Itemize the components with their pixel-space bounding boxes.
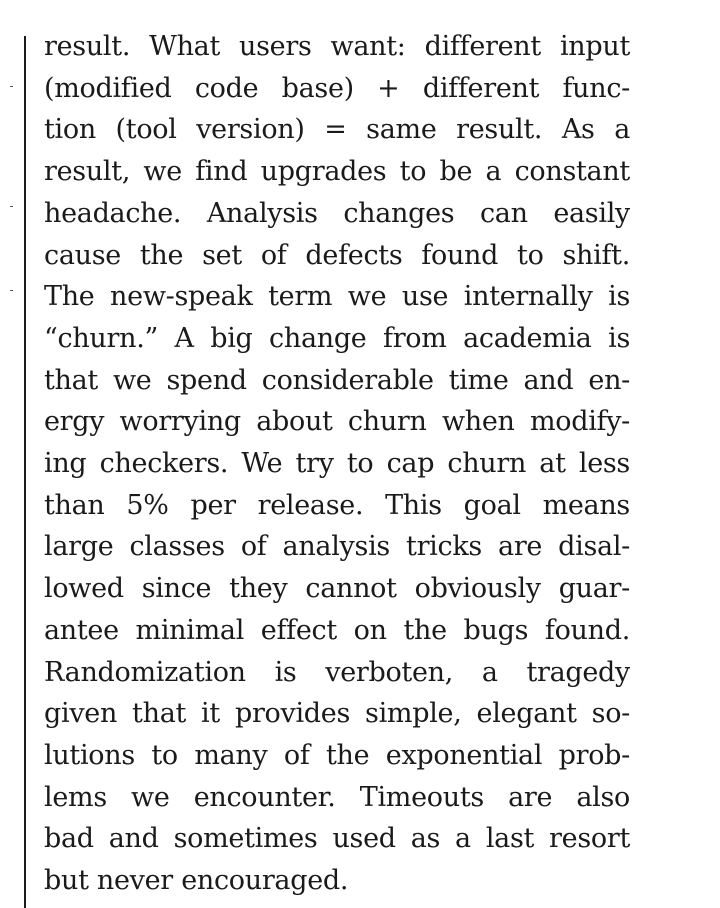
- paragraph-line: The new-speak term we use internally is: [44, 281, 630, 313]
- paragraph-line: but never encouraged.: [44, 865, 349, 897]
- paragraph-line: than 5% per release. This goal means: [44, 489, 630, 521]
- paragraph-line: tion (tool version) = same result. As a: [44, 114, 630, 146]
- paragraph-line: lutions to many of the exponential prob-: [44, 739, 630, 771]
- paragraph-line: ing checkers. We try to cap churn at less: [44, 448, 630, 480]
- margin-tick-mark: [10, 290, 13, 291]
- paragraph-line: antee minimal effect on the bugs found.: [44, 614, 630, 646]
- paragraph-line: Randomization is verboten, a tragedy: [44, 656, 630, 688]
- paragraph-line: bad and sometimes used as a last resort: [44, 823, 630, 855]
- paragraph-line: cause the set of defects found to shift.: [44, 239, 630, 271]
- margin-tick-mark: [10, 86, 13, 87]
- paragraph-line: (modified code base) + different func-: [44, 72, 630, 104]
- paragraph-line: large classes of analysis tricks are disal-: [44, 531, 630, 563]
- paragraph-line: result. What users want: different input: [44, 31, 630, 62]
- paragraph-line: headache. Analysis changes can easily: [44, 197, 630, 229]
- margin-tick-mark: [10, 206, 13, 207]
- paragraph-line: lems we encounter. Timeouts are also: [44, 781, 630, 813]
- paragraph-line: lowed since they cannot obviously guar-: [44, 573, 630, 605]
- paragraph-line: “churn.” A big change from academia is: [44, 322, 630, 354]
- column-divider-rule: [24, 36, 26, 908]
- paragraph-line: result, we find upgrades to be a constant: [44, 156, 630, 188]
- paragraph-line: that we spend considerable time and en-: [44, 364, 630, 396]
- paragraph-line: ergy worrying about churn when modify-: [44, 406, 630, 438]
- body-paragraph: [44, 26, 630, 902]
- paragraph-line: given that it provides simple, elegant so-: [44, 698, 630, 730]
